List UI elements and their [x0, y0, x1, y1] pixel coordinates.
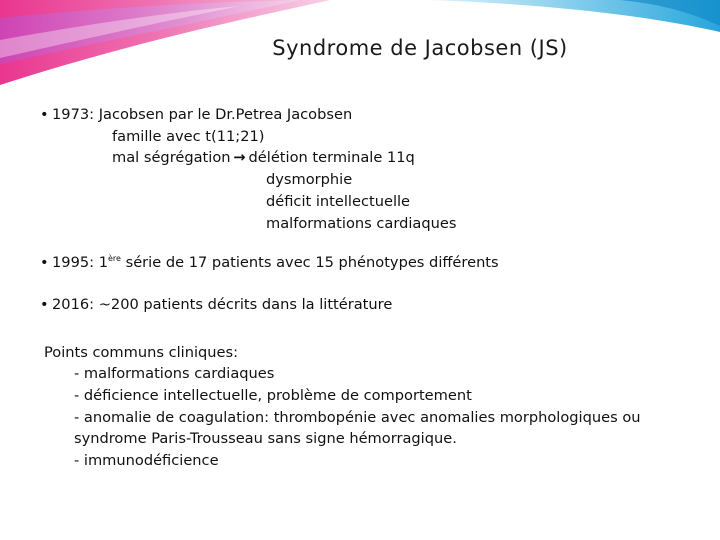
bullet-1973-line-2: famille avec t(11;21)	[112, 127, 265, 145]
bullet-1973-line-4: dysmorphie	[266, 171, 353, 189]
bullet-1973-line-5: déficit intellectuelle	[266, 192, 411, 210]
bullet-1973-line-3: mal ségrégation → délétion terminale 11q	[40, 147, 710, 169]
slide-body	[40, 104, 710, 472]
bullet-icon: •	[40, 254, 49, 272]
slide-title: Syndrome de Jacobsen (JS)	[272, 36, 568, 60]
bullet-1973: • 1973: Jacobsen par le Dr.Petrea Jacobsen	[40, 104, 710, 126]
bullet-icon: •	[40, 295, 49, 313]
point-item-2: - déficience intellectuelle, problème de comportement	[74, 387, 472, 405]
points-heading: Points communs cliniques:	[44, 343, 239, 361]
point-item-1: - malformations cardiaques	[74, 365, 275, 383]
point-item-4: - immunodéficience	[74, 452, 219, 470]
point-item-3-cont: syndrome Paris-Trousseau sans signe hémorragique.	[74, 430, 457, 448]
bullet-1973-line-6: malformations cardiaques	[266, 214, 457, 232]
point-item-3: - anomalie de coagulation: thrombopénie avec anomalies morphologiques ou	[74, 408, 641, 426]
bullet-icon: •	[40, 106, 49, 123]
bullet-2016: • 2016: ~200 patients décrits dans la littérature	[40, 294, 710, 316]
arrow-right-icon: →	[233, 149, 246, 167]
bullet-1995: • 1995: 1ère série de 17 patients avec 15 phénotypes différents	[40, 252, 710, 274]
